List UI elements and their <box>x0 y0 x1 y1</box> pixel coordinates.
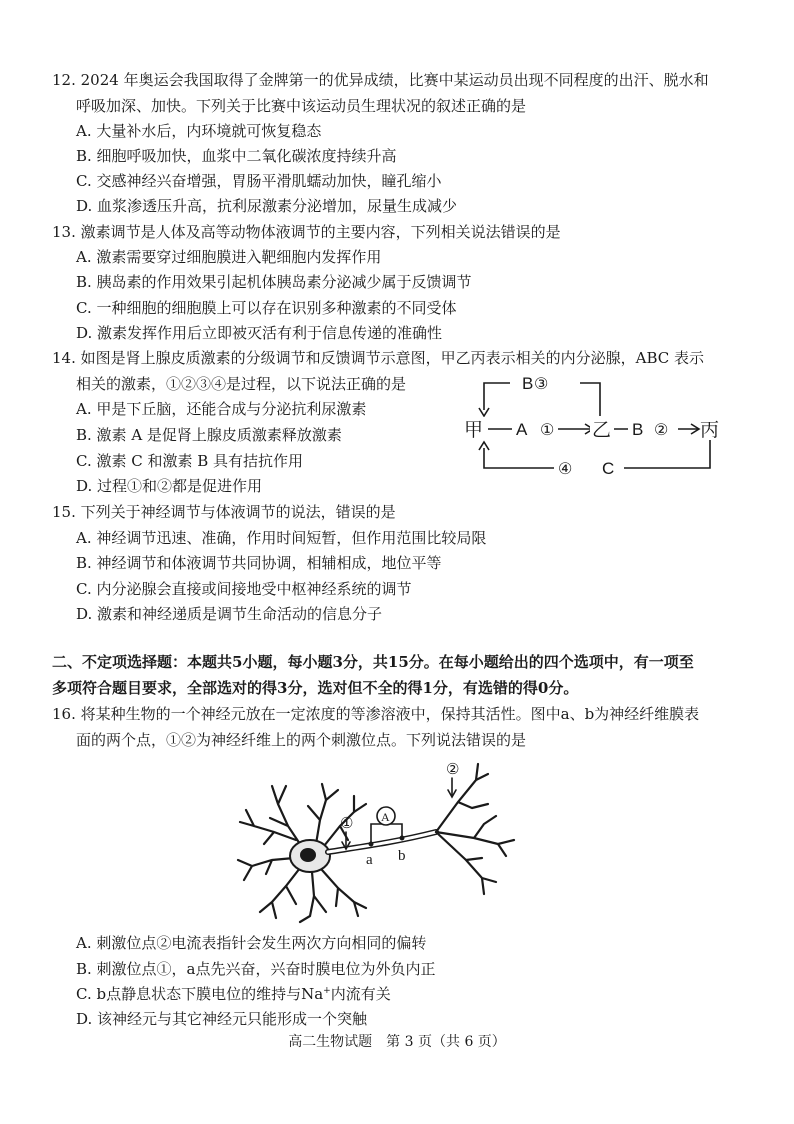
label-jia: 甲 <box>464 420 484 441</box>
point-b-dot <box>400 836 404 840</box>
q13-option-b: B. 胰岛素的作用效果引起机体胰岛素分泌减少属于反馈调节 <box>76 273 472 291</box>
q12-stem-line2: 呼吸加深、加快。下列关于比赛中该运动员生理状况的叙述正确的是 <box>76 97 527 115</box>
q14-option-a: A. 甲是下丘脑，还能合成与分泌抗利尿激素 <box>76 400 367 418</box>
label-hormone-a: A <box>516 420 528 439</box>
q16-stem-line2: 面的两个点，①②为神经纤维上的两个刺激位点。下列说法错误的是 <box>76 731 527 749</box>
point-a-dot <box>369 842 373 846</box>
nucleus <box>300 848 316 862</box>
q16-option-c-post: 内流有关 <box>330 985 391 1003</box>
label-bing: 丙 <box>700 420 720 441</box>
q15-option-d: D. 激素和神经递质是调节生命活动的信息分子 <box>76 605 383 623</box>
label-stim-point-2: ② <box>446 762 460 778</box>
q16-option-d: D. 该神经元与其它神经元只能形成一个突触 <box>76 1010 368 1028</box>
q16-neuron-figure <box>226 756 526 924</box>
q12-option-a: A. 大量补水后，内环境就可恢复稳态 <box>76 122 322 140</box>
q15-option-c: C. 内分泌腺会直接或间接地受中枢神经系统的调节 <box>76 580 412 598</box>
q14-option-d: D. 过程①和②都是促进作用 <box>76 477 263 495</box>
q14-option-b: B. 激素 A 是促肾上腺皮质激素释放激素 <box>76 426 342 444</box>
section2-header-line1: 二、不定项选择题：本题共5小题，每小题3分，共15分。在每小题给出的四个选项中，有一项至 <box>52 653 694 671</box>
q16-option-c <box>76 984 391 1004</box>
q13-option-d: D. 激素发挥作用后立即被灭活有利于信息传递的准确性 <box>76 324 443 342</box>
label-process-3: ③ <box>534 376 549 393</box>
q13-option-c: C. 一种细胞的细胞膜上可以存在识别多种激素的不同受体 <box>76 299 457 317</box>
q14-stem-line2: 相关的激素，①②③④是过程，以下说法正确的是 <box>76 375 407 393</box>
q16-option-c-pre: C. b点静息状态下膜电位的维持与Na <box>76 985 324 1003</box>
q16-option-b: B. 刺激位点①，a点先兴奋，兴奋时膜电位为外负内正 <box>76 960 436 978</box>
section2-header-line2: 多项符合题目要求，全部选对的得3分，选对但不全的得1分，有选错的得0分。 <box>52 679 579 697</box>
label-meter: A <box>381 810 390 824</box>
q15-option-a: A. 神经调节迅速、准确，作用时间短暂，但作用范围比较局限 <box>76 529 487 547</box>
q13-stem: 13. 激素调节是人体及高等动物体液调节的主要内容，下列相关说法错误的是 <box>52 223 561 241</box>
q12-stem-line1: 12. 2024 年奥运会我国取得了金牌第一的优异成绩，比赛中某运动员出现不同程度的出汗、脱水和 <box>52 71 709 89</box>
axon-terminals <box>436 764 514 894</box>
q14-regulation-diagram <box>462 372 722 476</box>
label-process-1: ① <box>540 422 555 439</box>
q14-stem-line1: 14. 如图是肾上腺皮质激素的分级调节和反馈调节示意图，甲乙丙表示相关的内分泌腺，ABC 表示 <box>52 349 705 367</box>
q14-option-c: C. 激素 C 和激素 B 具有拮抗作用 <box>76 452 304 470</box>
q15-stem: 15. 下列关于神经调节与体液调节的说法，错误的是 <box>52 503 396 521</box>
q16-option-a: A. 刺激位点②电流表指针会发生两次方向相同的偏转 <box>76 934 427 952</box>
label-point-b: b <box>398 848 406 864</box>
page-footer: 高二生物试题 第 3 页（共 6 页） <box>288 1034 506 1050</box>
label-yi: 乙 <box>592 420 612 441</box>
label-process-2: ② <box>654 422 669 439</box>
q16-stem-line1: 16. 将某种生物的一个神经元放在一定浓度的等渗溶液中，保持其活性。图中a、b为神经纤维膜表 <box>52 705 700 723</box>
q15-option-b: B. 神经调节和体液调节共同协调，相辅相成，地位平等 <box>76 554 442 572</box>
q12-option-b: B. 细胞呼吸加快，血浆中二氧化碳浓度持续升高 <box>76 147 397 165</box>
label-stim-point-1: ① <box>340 816 354 832</box>
label-hormone-b-top: B <box>522 374 534 393</box>
q12-option-c: C. 交感神经兴奋增强，胃肠平滑肌蠕动加快，瞳孔缩小 <box>76 172 442 190</box>
q13-option-a: A. 激素需要穿过细胞膜进入靶细胞内发挥作用 <box>76 248 382 266</box>
label-hormone-c: C <box>602 459 615 476</box>
q12-option-d: D. 血浆渗透压升高，抗利尿激素分泌增加，尿量生成减少 <box>76 197 458 215</box>
q16-option-c-sup: + <box>323 986 331 996</box>
label-process-4: ④ <box>558 461 573 476</box>
label-hormone-b: B <box>632 420 644 439</box>
label-point-a: a <box>366 852 373 868</box>
